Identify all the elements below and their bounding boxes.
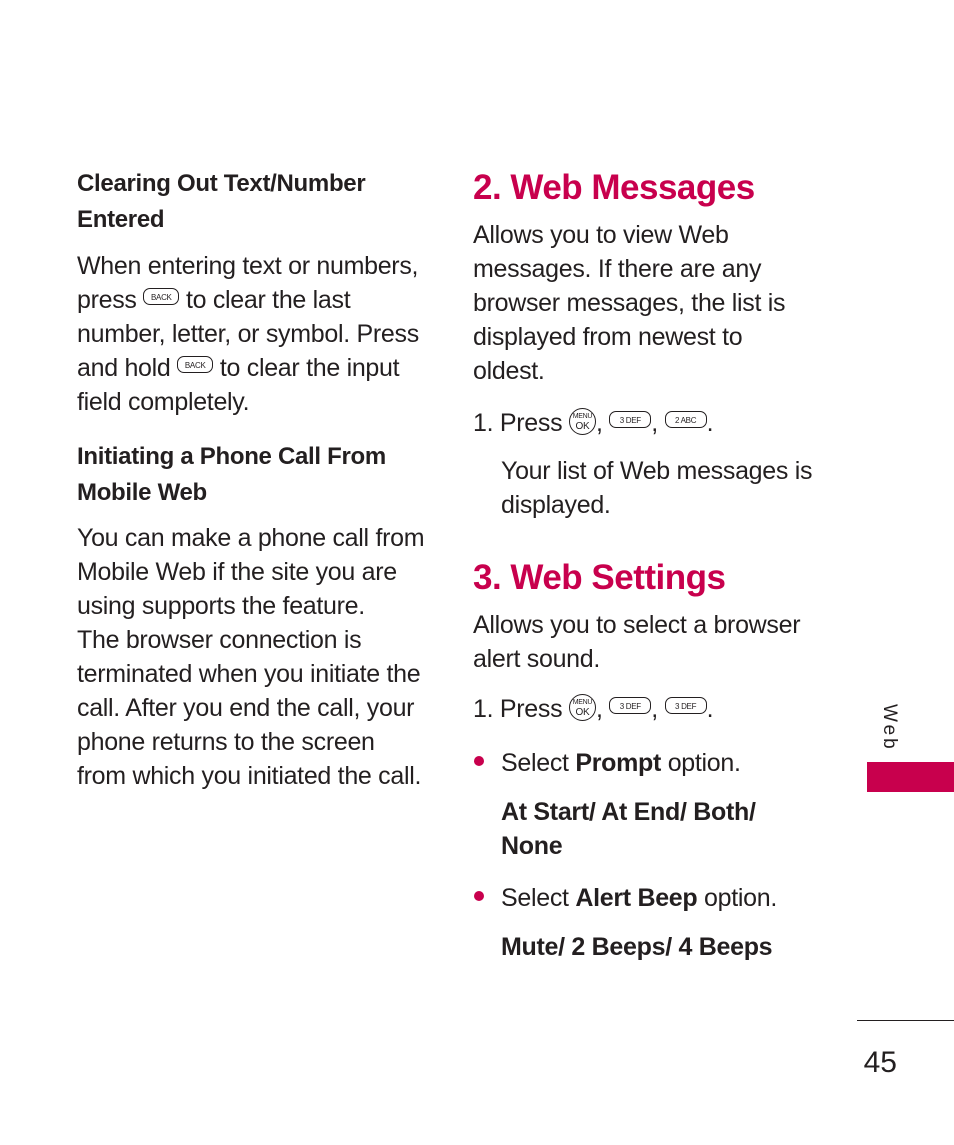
initiating-body-1: You can make a phone call from Mobile Web if the site you are using supports the feature. [77, 524, 425, 620]
right-column [473, 166, 818, 964]
step-prefix: 1. Press [473, 409, 563, 437]
section-tab-marker [867, 762, 954, 792]
alert-beep-bullet: Select Alert Beep option. [473, 881, 818, 915]
web-settings-title: 3. Web Settings [473, 558, 726, 597]
page-number: 45 [863, 1046, 897, 1079]
initiating-heading: Initiating a Phone Call From Mobile Web [77, 443, 386, 506]
back-key-icon: BACK [177, 356, 213, 373]
footer-divider [857, 1020, 954, 1021]
bullet-icon [474, 756, 484, 766]
clearing-text-3: to clear the input field completely. [77, 354, 400, 416]
alert-beep-options: Mute/ 2 Beeps/ 4 Beeps [501, 933, 773, 961]
key-3-icon: 3 DEF [665, 697, 707, 714]
menu-ok-key-icon: MENU OK [569, 408, 596, 435]
clearing-body [77, 249, 427, 419]
web-messages-result: Your list of Web messages is displayed. [501, 457, 813, 519]
initiating-body-2: The browser connection is terminated when you initiate the call. After you end the call, your phone returns to the screen from which you initiated the call. [77, 626, 422, 790]
bullet-icon [474, 891, 484, 901]
key-3-icon: 3 DEF [609, 697, 651, 714]
web-settings-desc: Allows you to select a browser alert sound. [473, 611, 801, 673]
left-column [77, 166, 427, 793]
menu-ok-key-icon: MENU OK [569, 694, 596, 721]
prompt-bullet: Select Prompt option. [473, 746, 818, 780]
web-messages-title: 2. Web Messages [473, 168, 755, 207]
web-settings-step-1: 1. Press MENU OK , 3 DEF , 3 DEF . [473, 695, 714, 723]
section-side-label: Web [879, 704, 900, 752]
step-prefix: 1. Press [473, 695, 563, 723]
web-messages-desc: Allows you to view Web messages. If there are any browser messages, the list is displayed from newest to oldest. [473, 221, 786, 385]
clearing-heading: Clearing Out Text/Number Entered [77, 170, 366, 233]
web-messages-step-1: 1. Press MENU OK , 3 DEF , 2 ABC . [473, 409, 714, 437]
key-3-icon: 3 DEF [609, 411, 651, 428]
clearing-text-1: When entering text or numbers, press [77, 252, 419, 314]
back-key-icon: BACK [143, 288, 179, 305]
prompt-options: At Start/ At End/ Both/ None [501, 798, 756, 860]
clearing-text-2: to clear the last number, letter, or symbol. Press and hold [77, 286, 419, 382]
key-2-icon: 2 ABC [665, 411, 707, 428]
